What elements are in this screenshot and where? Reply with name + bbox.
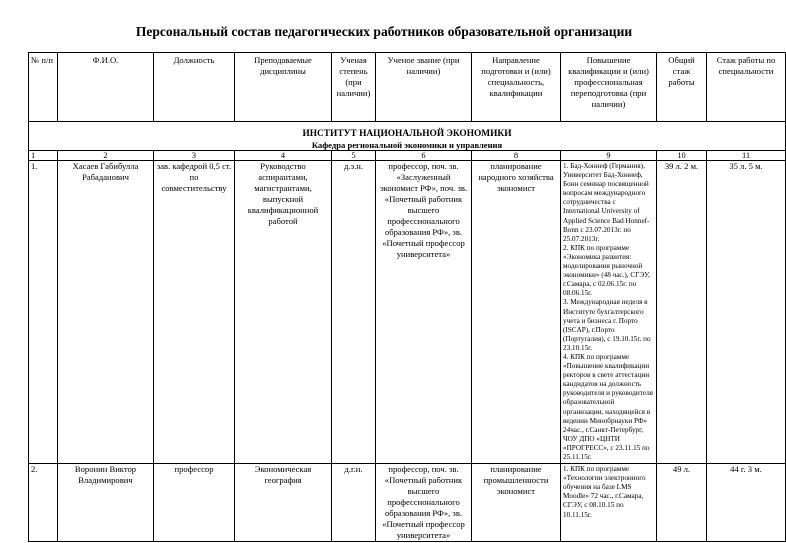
header-row (29, 53, 786, 122)
column-number: 8 (472, 151, 561, 161)
column-number: 5 (332, 151, 376, 161)
column-number: 9 (561, 151, 657, 161)
header-cell-num: № п/п (29, 53, 58, 122)
header-cell-degree: Ученая степень (при наличии) (332, 53, 376, 122)
column-number: 1 (29, 151, 58, 161)
row-name: Хасаев Габибулла Рабаданович (58, 161, 154, 464)
row-total-exp: 39 л. 2 м. (657, 161, 707, 464)
column-number: 10 (657, 151, 707, 161)
row-degree: д.э.н. (332, 161, 376, 464)
department-name: Кафедра региональной экономики и управления (311, 140, 503, 150)
column-number: 4 (235, 151, 332, 161)
row-position: зав. кафедрой 0,5 ст. по совместительству (154, 161, 235, 464)
row-qualification (561, 464, 657, 542)
row-number: 2. (29, 464, 58, 542)
qualification-item: 4. КПК по программе «Повышение квалификации ректоров в свете аттестации кандидатов на должность руководителя и руководителя образовательной организации, находящейся в ведении Минобрнауки РФ» 24час., г.Санкт-Петербург, ЧОУ ДПО «ЦНТИ «ПРОГРЕСС», с 23.11.15 по 25.11.15г. (563, 352, 653, 461)
row-position: профессор (154, 464, 235, 542)
institute-row (29, 122, 786, 151)
column-numbers-row (29, 151, 786, 161)
column-number: 2 (58, 151, 154, 161)
qualification-item: 1. КПК по программе «Технологии электронного обучения на базе LMS Moodle» 72 час., г.Самара, СГЭУ, с 08.10.15 по 10.11.15г. (563, 465, 646, 519)
row-spec-exp: 44 г. 3 м. (707, 464, 786, 542)
row-disciplines: Экономическая география (235, 464, 332, 542)
row-total-exp: 49 л. (657, 464, 707, 542)
header-cell-title: Ученое звание (при наличии) (376, 53, 472, 122)
qualification-item: 2. КПК по программе «Экономика развития: моделирования рыночной экономики» (48 час.), СГЭУ, г.Самара, с 02.06.15г. по 08.06.15г. (563, 243, 650, 298)
row-specialty: планирование промышленности экономист (472, 464, 561, 542)
row-degree: д.г.н. (332, 464, 376, 542)
header-cell-name: Ф.И.О. (58, 53, 154, 122)
header-cell-disciplines: Преподаваемые дисциплины (235, 53, 332, 122)
row-spec-exp: 35 л. 5 м. (707, 161, 786, 464)
page-title: Персональный состав педагогических работников образовательной организации (135, 24, 633, 39)
qualification-item: 1. Бад-Хоннеф (Германия), Университет Бад-Хоннеф, Бонн семинар посвященной вопросам международного сотрудничества с International University of Applied Science Bad Honnef-Bonn с 23.07.2013г. по 25.07.2013г. (563, 162, 650, 243)
row-specialty: планирование народного хозяйства экономист (472, 161, 561, 464)
header-cell-position: Должность (154, 53, 235, 122)
header-cell-total-exp: Общий стаж работы (657, 53, 707, 122)
institute-cell (29, 122, 786, 151)
institute-name: ИНСТИТУТ НАЦИОНАЛЬНОЙ ЭКОНОМИКИ (302, 129, 512, 139)
staff-table (28, 52, 786, 542)
table-row (29, 464, 786, 542)
column-number: 6 (376, 151, 472, 161)
header-cell-qualification: Повышение квалификации и (или) профессиональная переподготовка (при наличии) (561, 53, 657, 122)
table-row (29, 161, 786, 464)
qualification-item: 3. Международная неделя в Институте бухгалтерского учета и бизнеса г. Порто (ISCAP), г.Порто (Португалия), с 19.10.15г. по 23.10.15г. (563, 298, 651, 352)
row-title: профессор, поч. зв. «Почетный работник высшего профессионального образования РФ», зв. «Почетный профессор университета» (376, 464, 472, 542)
row-number: 1. (29, 161, 58, 464)
row-disciplines: Руководство аспирантами, магистрантами, выпускной квалификационной работой (235, 161, 332, 464)
column-number: 11 (707, 151, 786, 161)
column-number: 3 (154, 151, 235, 161)
row-name: Воронин Виктор Владимирович (58, 464, 154, 542)
row-qualification (561, 161, 657, 464)
header-cell-spec-exp: Стаж работы по специальности (707, 53, 786, 122)
header-cell-specialty: Направление подготовки и (или) специальность, квалификации (472, 53, 561, 122)
row-title: профессор, поч. зв. «Заслуженный экономист РФ», поч. зв. «Почетный работник высшего профессионального образования РФ», зв. «Почетный профессор университета» (376, 161, 472, 464)
